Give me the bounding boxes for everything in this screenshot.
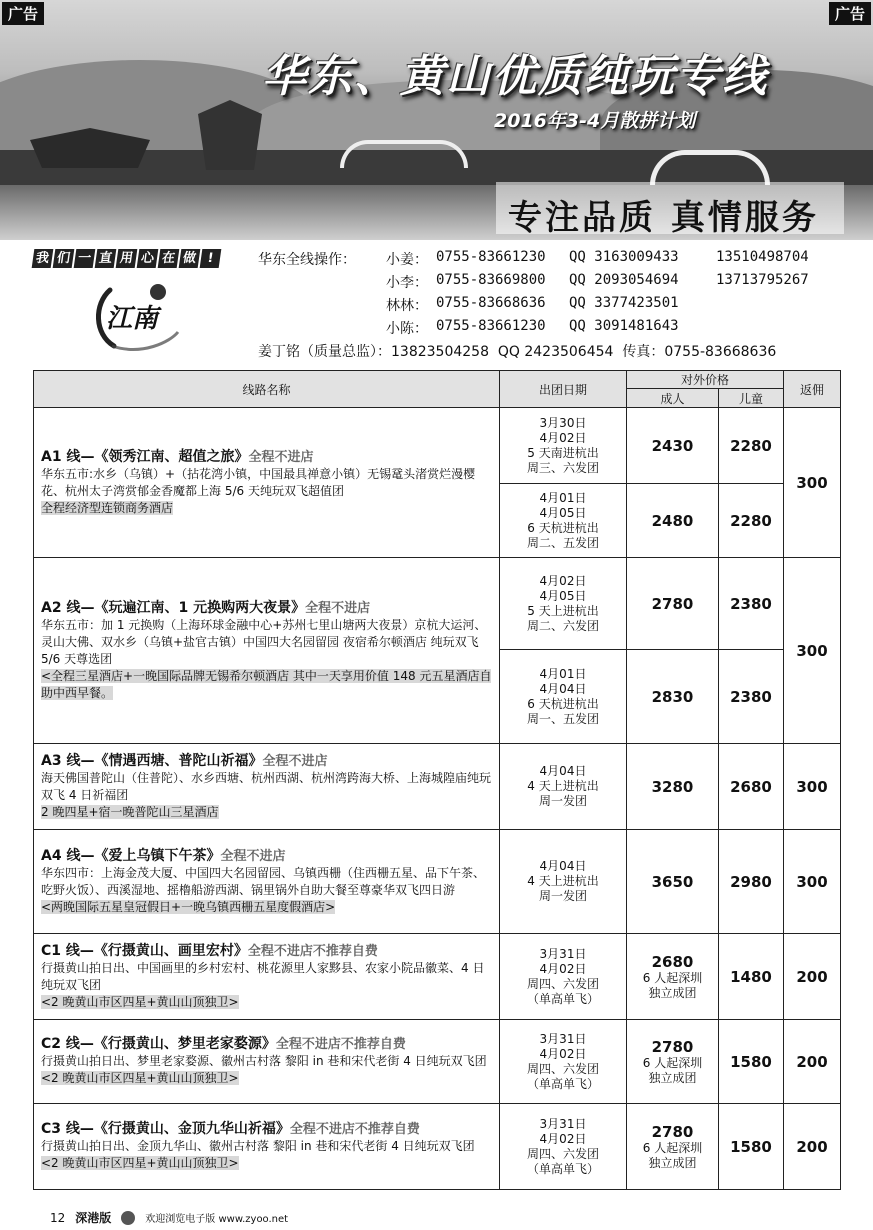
motto-char: 直 [95, 249, 117, 268]
date-line: （单高单飞） [526, 1161, 599, 1176]
header-child: 儿童 [719, 389, 784, 408]
date-line: 周四、六发团 [526, 976, 599, 991]
rebate: 300 [784, 744, 841, 830]
route-desc: 华东五市：加 1 元换购（上海环球金融中心+苏州七里山塘两大夜景）京杭大运河、灵山大佛、双水乡（乌镇+盐官古镇）中国四大名园留园 夜宿希尔顿酒店 纯玩双飞 5/6 天尊选团 [41, 617, 487, 666]
contact-phone: 0755-83669800 [436, 272, 546, 288]
header-date: 出团日期 [500, 371, 627, 408]
page-number: 12 [50, 1210, 66, 1225]
date-line: （单高单飞） [526, 991, 599, 1006]
arch-bridge [650, 150, 770, 185]
logo-text: 江南 [106, 304, 159, 334]
adult-price: 3280 [627, 744, 719, 830]
route-tag: 全程不进店 [305, 600, 371, 616]
contact-name: 林林： [386, 298, 428, 314]
adult-note: 6 人起深圳 [642, 1055, 703, 1070]
date-line: 4 天上进杭出 [527, 779, 599, 793]
contact-phone: 0755-83668636 [436, 295, 546, 311]
adult-note: 6 人起深圳 [642, 1140, 703, 1155]
date-line: 周四、六发团 [526, 1061, 599, 1076]
date-line: 4月05日 [539, 505, 587, 520]
adult-note: 独立成团 [648, 985, 697, 1000]
zy-logo-icon [121, 1211, 135, 1225]
ad-label-left: 广告 [2, 2, 44, 25]
route-title: C3 线—《行摄黄山、金顶九华山祈福》 [41, 1121, 290, 1137]
date-line: 周四、六发团 [526, 1146, 599, 1161]
date-line: （单高单飞） [526, 1076, 599, 1091]
child-price: 2380 [719, 558, 784, 650]
motto [33, 249, 220, 268]
route-cell [34, 1020, 500, 1104]
contact-phone: 0755-83661230 [436, 249, 546, 265]
banner-subtitle: 2016年3-4月散拼计划 [494, 110, 696, 132]
route-tag: 全程不进店 [248, 449, 314, 465]
date-cell [500, 650, 627, 744]
motto-char: 做 [179, 249, 201, 268]
date-line: 6 天杭进杭出 [527, 696, 599, 711]
date-cell [500, 1104, 627, 1190]
child-price: 1480 [719, 934, 784, 1020]
child-price: 1580 [719, 1104, 784, 1190]
date-line: 5 天上进杭出 [527, 603, 599, 618]
motto-char: 心 [137, 249, 159, 268]
adult-price: 2430 [627, 408, 719, 484]
rebate: 300 [784, 408, 841, 558]
route-desc: 华东四市：上海金茂大厦、中国四大名园留园、乌镇西栅（住西栅五星、品下午茶、吃野火饭）、西溪湿地、摇橹船游西湖、锅里锅外自助大餐至尊豪华双飞四日游 [41, 865, 486, 897]
rebate: 300 [784, 830, 841, 934]
motto-char: 在 [158, 249, 180, 268]
date-cell [500, 744, 627, 830]
route-desc: 海天佛国普陀山（住普陀）、水乡西塘、杭州西湖、杭州湾跨海大桥、上海城隍庙纯玩双飞 4 日祈福团 [41, 770, 492, 802]
route-tag: 全程不进店 [262, 753, 328, 769]
child-price: 2380 [719, 650, 784, 744]
motto-char: 我 [32, 249, 54, 268]
banner-title: 华东、黄山优质纯玩专线 [262, 51, 768, 102]
adult-price: 2480 [627, 484, 719, 558]
route-desc: 行摄黄山拍日出、梦里老家婺源、徽州古村落 黎阳 in 巷和宋代老街 4 日纯玩双飞团 [41, 1054, 487, 1068]
child-price: 2680 [719, 744, 784, 830]
date-line: 4月04日 [539, 681, 587, 696]
contact-name: 小姜： [386, 252, 428, 268]
route-hotel: <2 晚黄山市区四星+黄山山顶独卫> [41, 1156, 239, 1170]
ad-label-right: 广告 [829, 2, 871, 25]
date-line: 周三、六发团 [526, 460, 599, 475]
contact-qq: QQ 3091481643 [569, 318, 679, 334]
date-line: 5 天南进杭出 [527, 445, 599, 460]
adult-note: 独立成团 [648, 1155, 697, 1170]
route-tag: 全程不进店不推荐自费 [247, 943, 378, 959]
date-line: 4 天上进杭出 [527, 874, 599, 888]
adult-note: 6 人起深圳 [642, 970, 703, 985]
banner-slogan: 专注品质 真情服务 [508, 198, 819, 238]
rebate: 300 [784, 558, 841, 744]
date-cell [500, 830, 627, 934]
date-line: 周二、六发团 [526, 618, 599, 633]
adult-price: 2780 [627, 558, 719, 650]
adult-price: 3650 [627, 830, 719, 934]
contact-name: 小李： [386, 275, 428, 291]
contact-mobile: 13713795267 [716, 272, 809, 288]
route-cell [34, 408, 500, 558]
contact-qq: QQ 3163009433 [569, 249, 679, 265]
date-cell [500, 484, 627, 558]
route-desc: 行摄黄山拍日出、金顶九华山、徽州古村落 黎阳 in 巷和宋代老街 4 日纯玩双飞团 [41, 1139, 475, 1153]
date-line: 4月01日 [539, 490, 587, 505]
date-line: 周一、五发团 [526, 711, 599, 726]
route-cell [34, 558, 500, 744]
child-price: 2980 [719, 830, 784, 934]
date-line: 3月31日 [539, 946, 587, 961]
date-cell [500, 1020, 627, 1104]
date-cell [500, 934, 627, 1020]
route-desc: 华东五市:水乡（乌镇）+（拈花湾小镇，中国最具禅意小镇）无锡鼋头渚赏烂漫樱花、杭州太子湾赏郁金香魔都上海 5/6 天纯玩双飞超值团 [41, 466, 476, 498]
banner [0, 0, 873, 240]
date-line: 4月02日 [539, 573, 587, 588]
motto-char: 们 [53, 249, 75, 268]
date-cell [500, 408, 627, 484]
adult-price-cell [627, 1020, 719, 1104]
adult-note: 独立成团 [648, 1070, 697, 1085]
date-line: 4月01日 [539, 666, 587, 681]
rebate: 200 [784, 1020, 841, 1104]
contact-name: 小陈： [386, 321, 428, 337]
date-line: 4月02日 [539, 1131, 587, 1146]
route-cell [34, 934, 500, 1020]
route-cell [34, 830, 500, 934]
motto-char: 用 [116, 249, 138, 268]
date-line: 3月31日 [539, 1031, 587, 1046]
route-title: C1 线—《行摄黄山、画里宏村》 [41, 942, 248, 959]
date-line: 4月05日 [539, 588, 587, 603]
route-tag: 全程不进店不推荐自费 [275, 1037, 406, 1052]
footer [50, 1209, 288, 1226]
route-title: A2 线—《玩遍江南、1 元换购两大夜景》 [41, 599, 306, 616]
route-title: C2 线—《行摄黄山、梦里老家婺源》 [41, 1036, 276, 1052]
contact-phone: 0755-83661230 [436, 318, 546, 334]
price-table [33, 370, 841, 1190]
rebate: 200 [784, 934, 841, 1020]
route-cell [34, 744, 500, 830]
route-title: A3 线—《情遇西塘、普陀山祈福》 [41, 752, 263, 769]
adult-price: 2780 [651, 1037, 694, 1056]
adult-price-cell [627, 1104, 719, 1190]
route-hotel: <2 晚黄山市区四星+黄山山顶独卫> [41, 994, 239, 1009]
motto-char: 一 [74, 249, 96, 268]
adult-price: 2830 [627, 650, 719, 744]
date-line: 4月02日 [539, 1046, 587, 1061]
route-title: A1 线—《领秀江南、超值之旅》 [41, 448, 249, 465]
date-line: 3月31日 [539, 1116, 587, 1131]
route-hotel: <全程三星酒店+一晚国际品牌无锡希尔顿酒店 其中一天享用价值 148 元五星酒店自助中西早餐。 [41, 668, 492, 700]
jiangnan-logo [92, 276, 184, 356]
date-line: 周一发团 [538, 794, 587, 808]
route-tag: 全程不进店不推荐自费 [289, 1122, 420, 1137]
adult-price: 2780 [651, 1122, 694, 1141]
date-cell [500, 558, 627, 650]
route-tag: 全程不进店 [220, 848, 286, 864]
child-price: 2280 [719, 484, 784, 558]
contact-qq: QQ 2093054694 [569, 272, 679, 288]
date-line: 4月04日 [539, 859, 587, 873]
edition: 深港版 [75, 1211, 112, 1225]
child-price: 2280 [719, 408, 784, 484]
date-line: 3月30日 [539, 415, 587, 430]
footer-welcome: 欢迎浏览电子版 www.zyoo.net [145, 1214, 289, 1225]
date-line: 6 天杭进杭出 [527, 520, 599, 535]
route-hotel: <2 晚黄山市区四星+黄山山顶独卫> [41, 1071, 239, 1085]
route-desc: 行摄黄山拍日出、中国画里的乡村宏村、桃花源里人家黟县、农家小院品徽菜、4 日纯玩双飞团 [41, 960, 485, 992]
contact-label: 华东全线操作： [258, 252, 356, 268]
date-line: 周二、五发团 [526, 535, 599, 550]
route-hotel: 全程经济型连锁商务酒店 [41, 500, 174, 515]
contact-qq: QQ 3377423501 [569, 295, 679, 311]
date-line: 周一发团 [538, 889, 587, 903]
bridge [340, 140, 468, 168]
route-title: A4 线—《爱上乌镇下午茶》 [41, 847, 221, 864]
header-rebate: 返佣 [784, 371, 841, 408]
adult-price-cell [627, 934, 719, 1020]
rebate: 200 [784, 1104, 841, 1190]
header-adult: 成人 [627, 389, 719, 408]
child-price: 1580 [719, 1020, 784, 1104]
date-line: 4月04日 [539, 764, 587, 778]
header-route: 线路名称 [34, 371, 500, 408]
adult-price: 2680 [651, 952, 694, 971]
date-line: 4月02日 [539, 961, 587, 976]
contact-mobile: 13510498704 [716, 249, 809, 265]
date-line: 4月02日 [539, 430, 587, 445]
quality-contact: 姜丁铭（质量总监）：13823504258 QQ 2423506454 传真：0755-83668636 [258, 344, 777, 360]
route-hotel: 2 晚四星+宿一晚普陀山三星酒店 [41, 804, 219, 819]
route-cell [34, 1104, 500, 1190]
header-price: 对外价格 [627, 371, 784, 389]
route-hotel: <两晚国际五星皇冠假日+一晚乌镇西栅五星度假酒店> [41, 899, 336, 914]
motto-char: ! [200, 249, 222, 268]
